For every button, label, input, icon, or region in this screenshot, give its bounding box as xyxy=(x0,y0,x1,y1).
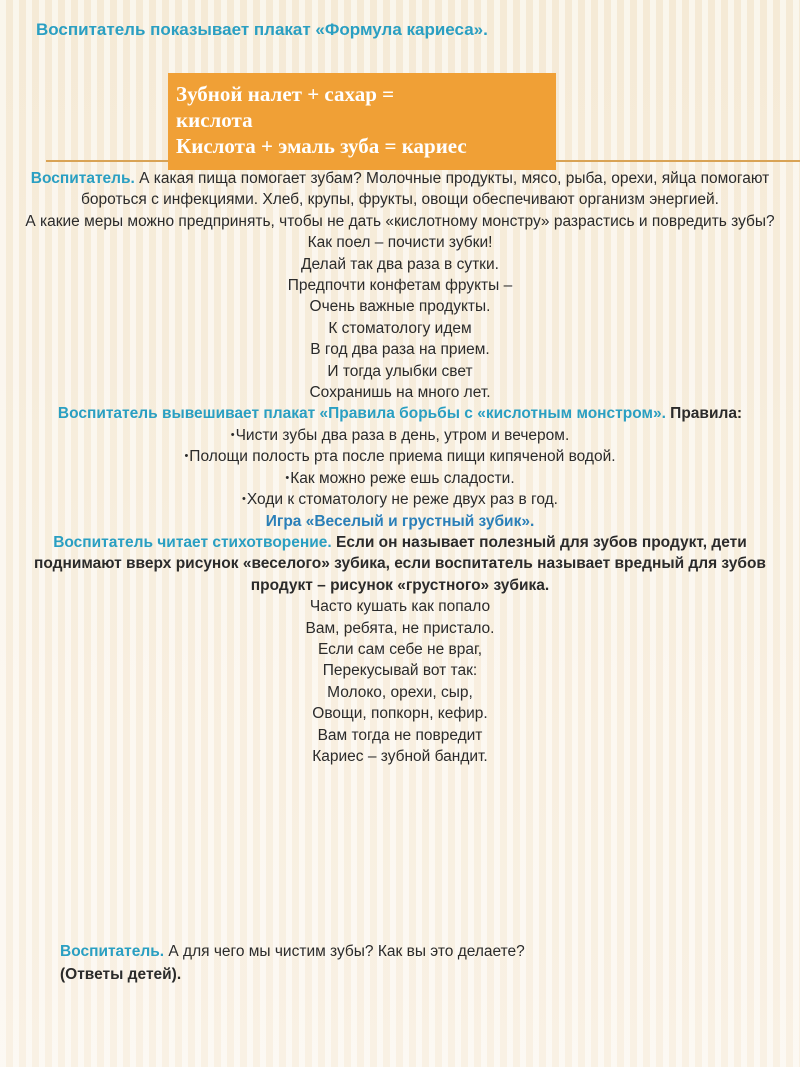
poem-line: Овощи, попкорн, кефир. xyxy=(312,705,488,723)
poem-line: К стоматологу идем xyxy=(328,319,472,337)
intro-text: Воспитатель показывает плакат «Формула кариеса». xyxy=(36,20,488,39)
rules-intro: Воспитатель вывешивает плакат «Правила борьбы с «кислотным монстром». xyxy=(57,405,666,423)
divider-left xyxy=(46,160,168,162)
rule-item: • Ходи к стоматологу не реже двух раз в год. xyxy=(20,489,780,510)
game-intro-paragraph xyxy=(20,532,780,596)
measures-question: А какие меры можно предпринять, чтобы не дать «кислотному монстру» разрастись и повредить зубы? xyxy=(25,212,775,230)
closing-speaker: Воспитатель. xyxy=(60,943,165,960)
rules-list xyxy=(20,425,780,511)
poem-line: Сохранишь на много лет. xyxy=(309,384,491,402)
poem-brushing xyxy=(20,232,780,403)
poem-line: Часто кушать как попало xyxy=(309,598,491,616)
formula-line-3: Кислота + эмаль зуба = кариес xyxy=(176,134,467,158)
closing-question-text: А для чего мы чистим зубы? Как вы это делаете? xyxy=(164,943,525,960)
poem-line: Очень важные продукты. xyxy=(309,298,491,316)
caries-formula-poster xyxy=(168,73,556,170)
poem-line: Вам, ребята, не пристало. xyxy=(305,619,495,637)
teacher-question-text: А какая пища помогает зубам? Молочные продукты, мясо, рыба, орехи, яйца помогают бороться с инфекциями. Хлеб, крупы, фрукты, овощи обеспечивают организм энергией. xyxy=(81,170,770,209)
poem-line: Если сам себе не враг, xyxy=(317,640,483,658)
poem-snacks xyxy=(20,596,780,767)
poem-line: И тогда улыбки свет xyxy=(327,362,473,380)
poem-line: В год два раза на прием. xyxy=(310,341,490,359)
game-intro-lead: Воспитатель читает стихотворение. xyxy=(53,533,332,551)
closing-block xyxy=(60,940,700,986)
speaker-label: Воспитатель. xyxy=(30,170,135,187)
poem-line: Делай так два раза в сутки. xyxy=(301,255,499,273)
lesson-body xyxy=(20,168,780,767)
poem-line: Как поел – почисти зубки! xyxy=(307,234,493,252)
poem-line: Молоко, орехи, сыр, xyxy=(327,683,473,701)
rule-item: • Полощи полость рта после приема пищи кипяченой водой. xyxy=(20,446,780,467)
divider-right xyxy=(556,160,800,162)
poem-line: Предпочти конфетам фрукты – xyxy=(287,277,513,295)
closing-question xyxy=(60,940,700,963)
poem-line: Вам тогда не повредит xyxy=(317,726,483,744)
closing-answer: (Ответы детей). xyxy=(60,966,182,983)
game-intro-text: Если он называет полезный для зубов продукт, дети поднимают вверх рисунок «веселого» зубика, если воспитатель называет вредный для зубов продукт – рисунок «грустного» зубика. xyxy=(34,533,766,594)
rule-item: • Чисти зубы два раза в день, утром и вечером. xyxy=(20,425,780,446)
poem-line: Кариес – зубной бандит. xyxy=(312,747,488,765)
rules-intro-paragraph xyxy=(20,403,780,424)
formula-line-2: кислота xyxy=(176,108,253,132)
formula-line-1: Зубной налет + сахар = xyxy=(176,82,395,106)
rule-item: • Как можно реже ешь сладости. xyxy=(20,468,780,489)
rules-label: Правила: xyxy=(665,405,743,423)
game-title: Игра «Веселый и грустный зубик». xyxy=(265,512,535,530)
poem-line: Перекусывай вот так: xyxy=(322,662,478,680)
teacher-question-paragraph xyxy=(20,168,780,211)
